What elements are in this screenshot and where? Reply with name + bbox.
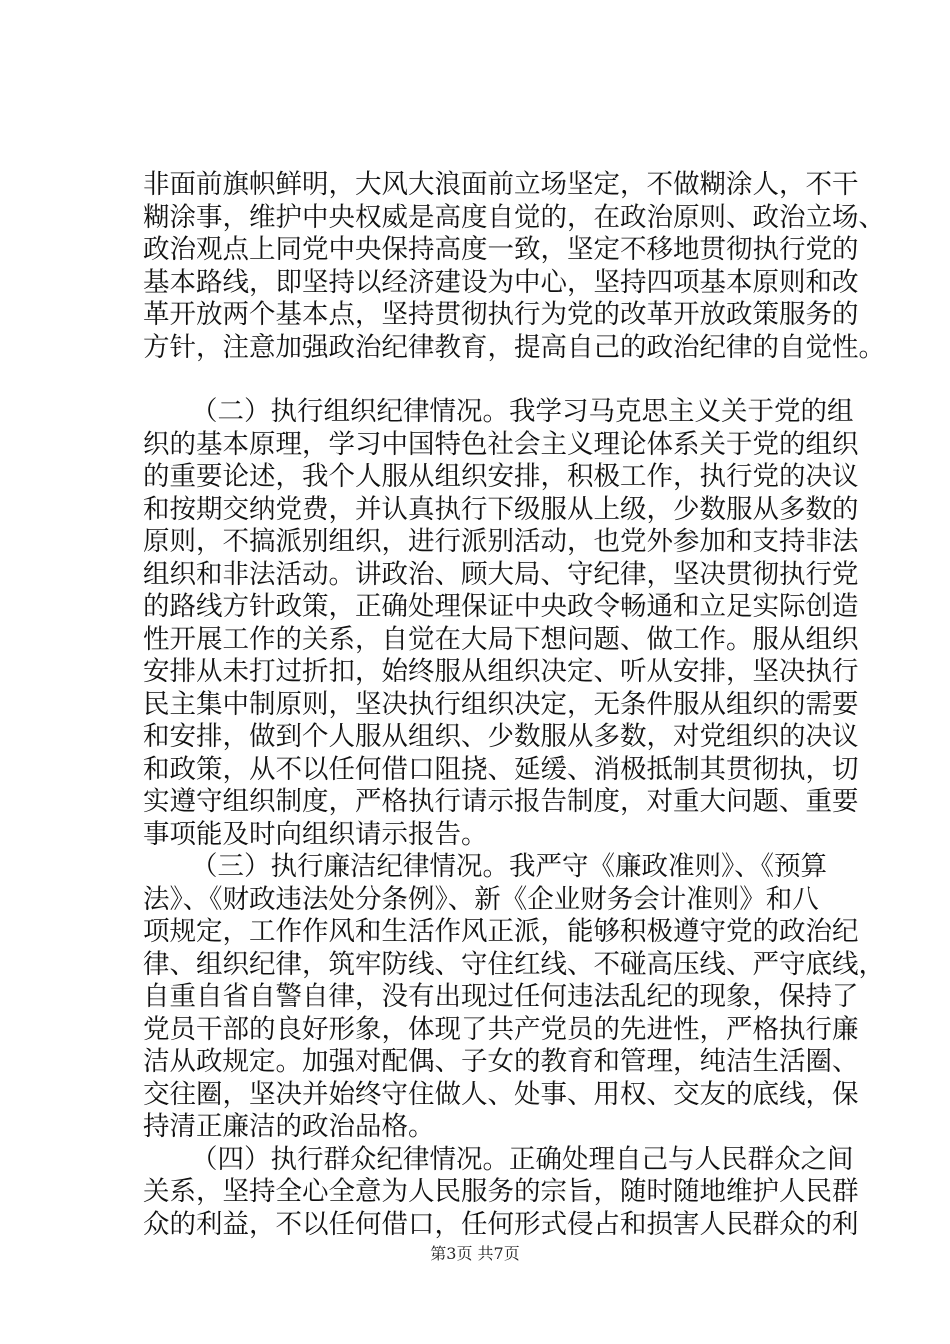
paragraph-1-line: 革开放两个基本点，坚持贯彻执行为党的改革开放政策服务的 <box>143 299 859 330</box>
paragraph-3-line: 交往圈，坚决并始终守住做人、处事、用权、交友的底线，保 <box>143 1078 859 1110</box>
paragraph-2-line: 性开展工作的关系，自觉在大局下想问题、做工作。服从组织 <box>143 623 859 655</box>
paragraph-1-line: 糊涂事，维护中央权威是高度自觉的，在政治原则、政治立场、 <box>143 201 885 233</box>
paragraph-2-line: 和按期交纳党费，并认真执行下级服从上级，少数服从多数的 <box>143 493 859 525</box>
paragraph-3-line: 自重自省自警自律，没有出现过任何违法乱纪的现象，保持了 <box>143 981 859 1012</box>
paragraph-4-line: （四）执行群众纪律情况。正确处理自己与人民群众之间 <box>191 1143 854 1175</box>
paragraph-3-line: 洁从政规定。加强对配偶、子女的教育和管理，纯洁生活圈、 <box>143 1046 859 1077</box>
paragraph-3-line: 持清正廉洁的政治品格。 <box>143 1111 435 1142</box>
paragraph-2-line: 民主集中制原则，坚决执行组织决定，无条件服从组织的需要 <box>143 688 859 720</box>
paragraph-3-line: 律、组织纪律，筑牢防线、守住红线、不碰高压线、严守底线， <box>143 948 885 980</box>
paragraph-2-line: 织的基本原理，学习中国特色社会主义理论体系关于党的组织 <box>143 428 859 460</box>
paragraph-3-line: 法》、《财政违法处分条例》、新《企业财务会计准则》和八 <box>143 883 819 915</box>
paragraph-2-line: 原则，不搞派别组织，进行派别活动，也党外参加和支持非法 <box>143 526 859 557</box>
paragraph-4-line: 众的利益，不以任何借口，任何形式侵占和损害人民群众的利 <box>143 1208 859 1240</box>
paragraph-3-line: （三）执行廉洁纪律情况。我严守《廉政准则》、《预算 <box>191 851 827 882</box>
paragraph-2-line: 组织和非法活动。讲政治、顾大局、守纪律，坚决贯彻执行党 <box>143 558 859 590</box>
paragraph-4-line: 关系，坚持全心全意为人民服务的宗旨，随时随地维护人民群 <box>143 1176 859 1207</box>
paragraph-1-line: 政治观点上同党中央保持高度一致，坚定不移地贯彻执行党的 <box>143 234 859 265</box>
paragraph-1-line: 非面前旗帜鲜明，大风大浪面前立场坚定，不做糊涂人，不干 <box>143 169 859 200</box>
paragraph-3-line: 党员干部的良好形象，体现了共产党员的先进性，严格执行廉 <box>143 1013 859 1045</box>
paragraph-3-line: 项规定，工作作风和生活作风正派，能够积极遵守党的政治纪 <box>143 916 859 947</box>
paragraph-2-line: 和政策，从不以任何借口阻挠、延缓、消极抵制其贯彻执，切 <box>143 753 859 785</box>
paragraph-1-line: 方针，注意加强政治纪律教育，提高自己的政治纪律的自觉性。 <box>143 331 885 363</box>
document-body <box>143 169 885 1241</box>
paragraph-2-line: 实遵守组织制度，严格执行请示报告制度，对重大问题、重要 <box>143 786 859 817</box>
paragraph-2-line: 事项能及时向组织请示报告。 <box>143 818 488 850</box>
paragraph-2-line: （二）执行组织纪律情况。我学习马克思主义关于党的组 <box>191 396 854 427</box>
paragraph-1-line: 基本路线，即坚持以经济建设为中心，坚持四项基本原则和改 <box>143 266 859 298</box>
paragraph-2-line: 和安排，做到个人服从组织、少数服从多数，对党组织的决议 <box>143 721 859 752</box>
paragraph-spacer <box>143 364 843 396</box>
paragraph-2-line: 的路线方针政策，正确处理保证中央政令畅通和立足实际创造 <box>143 591 859 622</box>
page-number-footer: 第3页 共7页 <box>430 1244 520 1263</box>
paragraph-2-line: 安排从未打过折扣，始终服从组织决定、听从安排，坚决执行 <box>143 656 859 687</box>
paragraph-2-line: 的重要论述，我个人服从组织安排，积极工作，执行党的决议 <box>143 461 859 492</box>
